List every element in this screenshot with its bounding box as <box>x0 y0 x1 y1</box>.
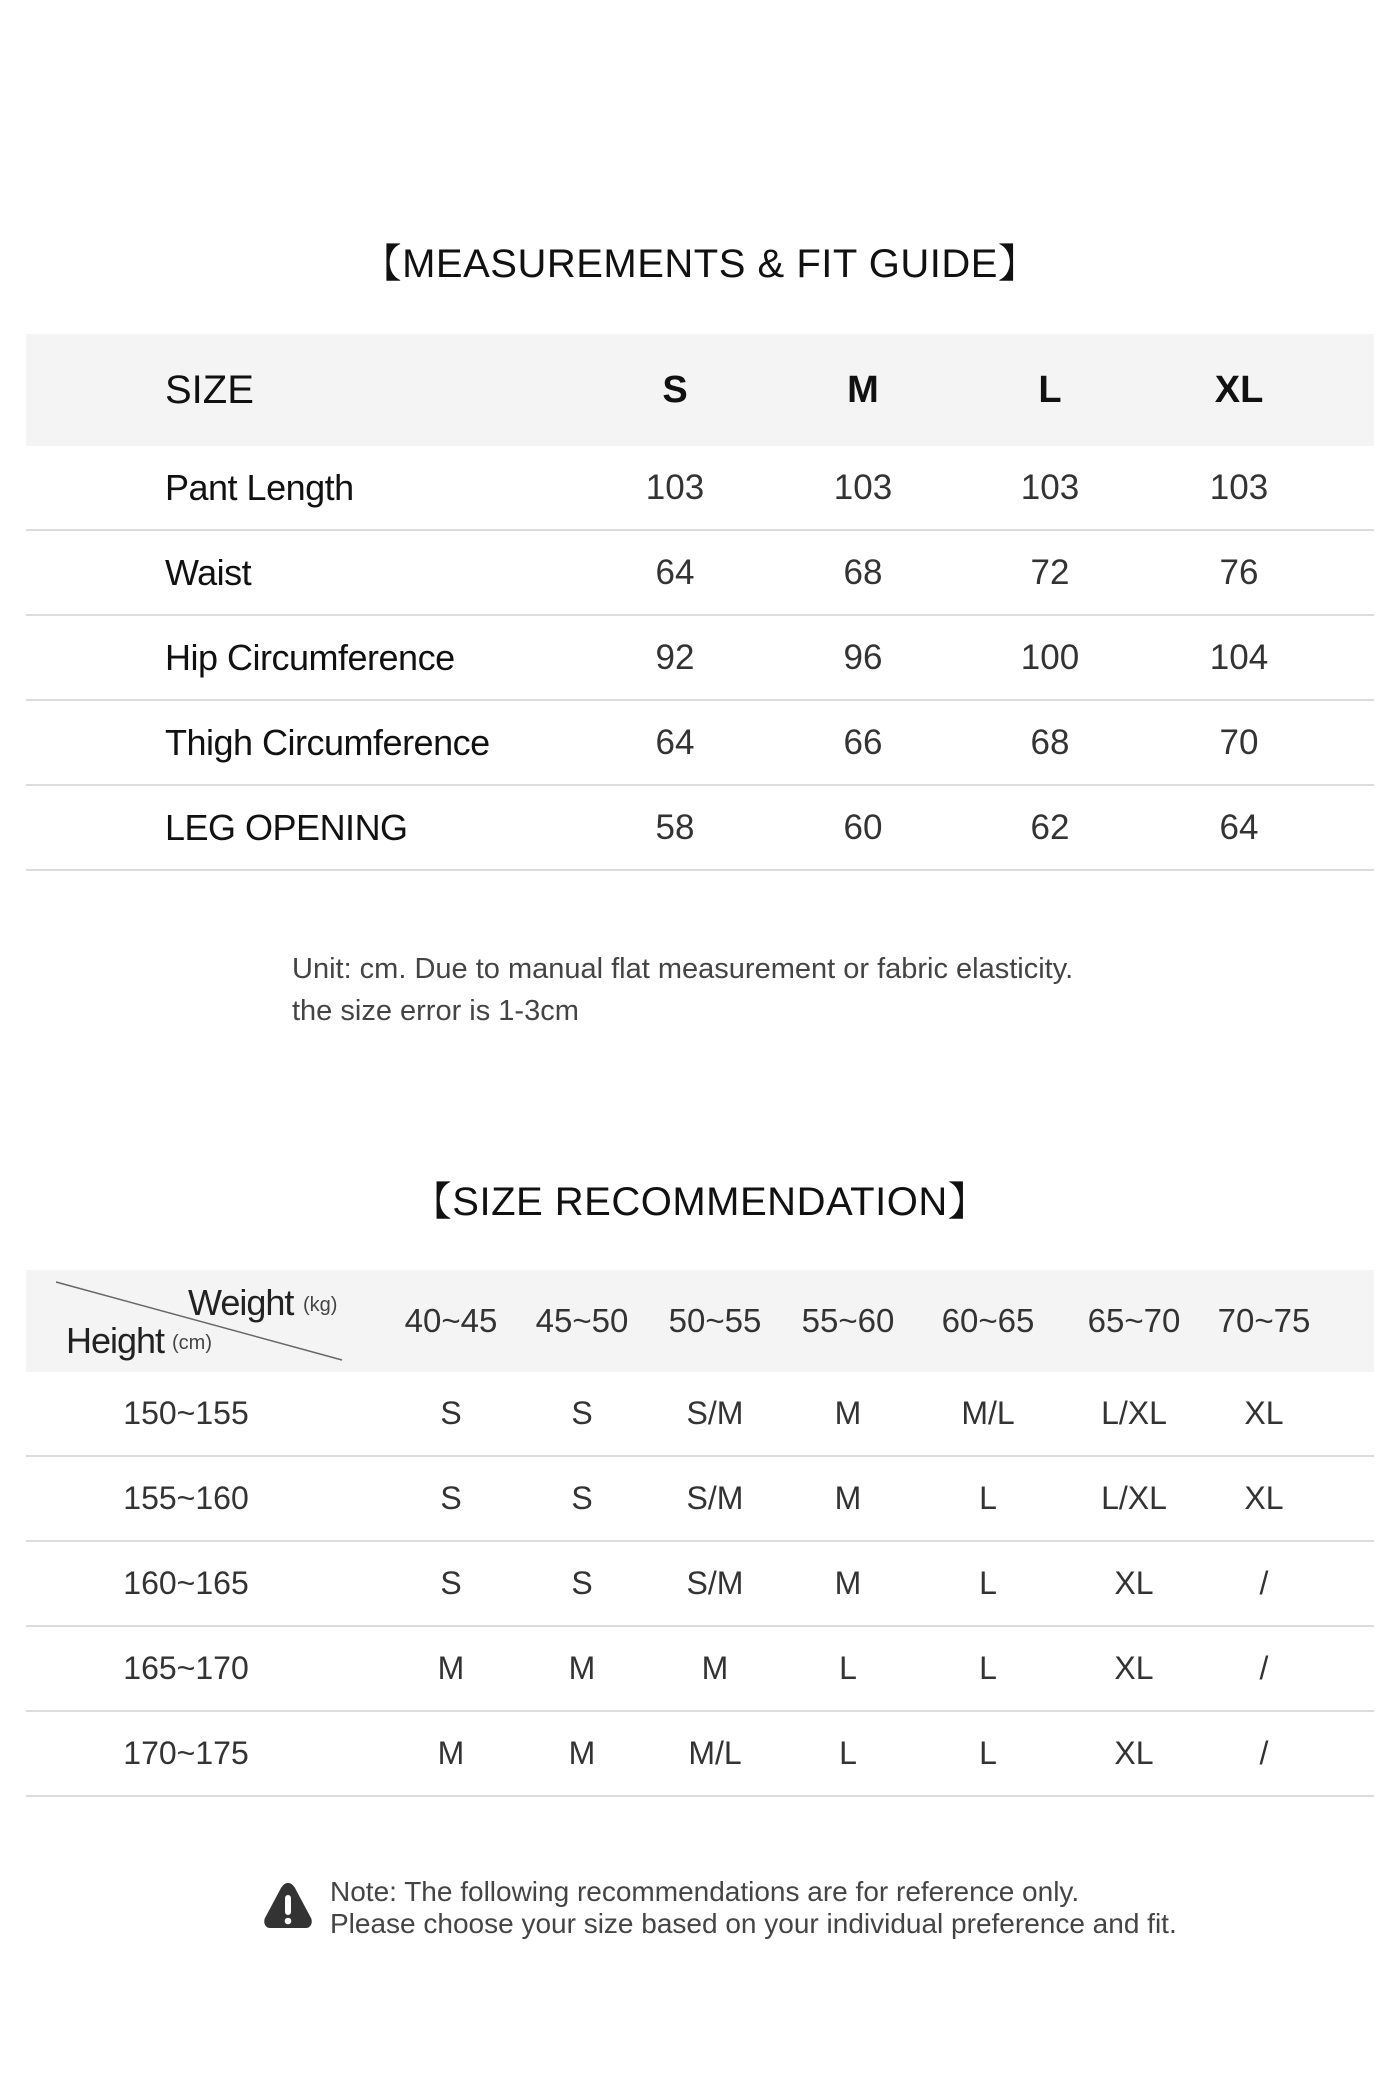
weight-header: 65~70 <box>1087 1302 1181 1339</box>
measurement-value: 92 <box>655 637 695 677</box>
measurement-value: 103 <box>645 467 705 507</box>
recommended-size: L <box>979 1480 997 1516</box>
measurement-row <box>26 616 1374 701</box>
recommended-size: L <box>979 1565 997 1601</box>
height-label: 165~170 <box>123 1650 249 1686</box>
recommended-size: M <box>834 1395 862 1431</box>
measurement-row-label: Hip Circumference <box>165 636 455 678</box>
recommendation-row <box>26 1372 1374 1457</box>
measurement-row <box>26 786 1374 871</box>
height-label: 155~160 <box>123 1480 249 1516</box>
measurement-value: 104 <box>1209 637 1269 677</box>
measurements-header-row <box>26 334 1374 446</box>
recommended-size: M <box>437 1735 465 1771</box>
measurement-value: 96 <box>843 637 883 677</box>
recommendation-note-line-2: Please choose your size based on your individual preference and fit. <box>330 1908 1177 1939</box>
measurement-row-label: LEG OPENING <box>165 806 408 848</box>
measurement-value: 76 <box>1219 552 1259 592</box>
weight-header: 60~65 <box>941 1302 1035 1339</box>
measurements-title: 【MEASUREMENTS & FIT GUIDE】 <box>361 242 1039 286</box>
measurement-value: 64 <box>655 552 695 592</box>
recommended-size: S <box>440 1395 462 1431</box>
corner-weight-unit: (kg) <box>303 1294 338 1316</box>
recommended-size: M <box>834 1565 862 1601</box>
measurement-value: 68 <box>1030 722 1070 762</box>
recommended-size: M/L <box>688 1735 742 1771</box>
recommended-size: S <box>571 1565 593 1601</box>
measurement-row-label: Thigh Circumference <box>165 721 490 763</box>
measurement-value: 64 <box>1219 807 1259 847</box>
weight-header: 50~55 <box>668 1302 762 1339</box>
corner-weight-label: Weight <box>188 1282 294 1323</box>
measurement-row <box>26 446 1374 531</box>
measurement-value: 68 <box>843 552 883 592</box>
recommended-size: L <box>979 1650 997 1686</box>
recommended-size: / <box>1259 1650 1269 1686</box>
measurement-value: 64 <box>655 722 695 762</box>
recommended-size: M <box>701 1650 729 1686</box>
recommendation-note <box>330 1876 1177 1940</box>
measurements-table <box>26 334 1374 871</box>
size-header-s: S <box>662 368 688 411</box>
recommended-size: S <box>571 1395 593 1431</box>
recommended-size: S <box>571 1480 593 1516</box>
recommendation-title: 【SIZE RECOMMENDATION】 <box>411 1180 989 1224</box>
corner-height-unit: (cm) <box>172 1332 212 1354</box>
recommended-size: M <box>568 1735 596 1771</box>
measurement-note-line-1: Unit: cm. Due to manual flat measurement or fabric elasticity. <box>292 953 1074 985</box>
height-label: 170~175 <box>123 1735 249 1771</box>
recommendation-row <box>26 1542 1374 1627</box>
recommendation-row <box>26 1712 1374 1797</box>
recommended-size: / <box>1259 1565 1269 1601</box>
recommendation-note-line-1: Note: The following recommendations are for reference only. <box>330 1876 1080 1907</box>
size-header-label: SIZE <box>165 367 254 412</box>
measurement-value: 58 <box>655 807 695 847</box>
warning-icon <box>262 1880 314 1932</box>
measurement-row <box>26 531 1374 616</box>
recommended-size: S <box>440 1565 462 1601</box>
measurement-value: 100 <box>1020 637 1080 677</box>
weight-header: 55~60 <box>801 1302 895 1339</box>
measurement-row-label: Pant Length <box>165 466 354 508</box>
recommended-size: L/XL <box>1101 1395 1167 1431</box>
recommended-size: L <box>839 1735 857 1771</box>
recommendation-row <box>26 1627 1374 1712</box>
recommendation-table <box>26 1270 1374 1797</box>
recommended-size: S <box>440 1480 462 1516</box>
recommended-size: XL <box>1244 1480 1284 1516</box>
recommended-size: M <box>834 1480 862 1516</box>
size-header-l: L <box>1038 368 1062 411</box>
recommended-size: L <box>839 1650 857 1686</box>
measurement-value: 70 <box>1219 722 1259 762</box>
recommendation-row <box>26 1457 1374 1542</box>
measurement-value: 60 <box>843 807 883 847</box>
measurement-value: 72 <box>1030 552 1070 592</box>
recommended-size: XL <box>1114 1735 1154 1771</box>
measurement-value: 103 <box>833 467 893 507</box>
measurement-value: 66 <box>843 722 883 762</box>
measurement-row-label: Waist <box>165 551 252 593</box>
weight-header: 45~50 <box>535 1302 629 1339</box>
height-label: 160~165 <box>123 1565 249 1601</box>
size-header-xl: XL <box>1214 368 1264 411</box>
recommended-size: L <box>979 1735 997 1771</box>
measurement-row <box>26 701 1374 786</box>
recommended-size: M <box>568 1650 596 1686</box>
corner-height-label: Height <box>66 1320 165 1361</box>
recommended-size: XL <box>1114 1650 1154 1686</box>
weight-header: 40~45 <box>404 1302 498 1339</box>
measurement-note <box>292 948 1073 1032</box>
recommended-size: XL <box>1114 1565 1154 1601</box>
recommended-size: M <box>437 1650 465 1686</box>
recommended-size: S/M <box>686 1395 744 1431</box>
recommended-size: L/XL <box>1101 1480 1167 1516</box>
weight-header: 70~75 <box>1217 1302 1311 1339</box>
measurement-value: 62 <box>1030 807 1070 847</box>
recommended-size: S/M <box>686 1480 744 1516</box>
measurement-note-line-2: the size error is 1-3cm <box>292 995 579 1027</box>
measurement-value: 103 <box>1020 467 1080 507</box>
height-label: 150~155 <box>123 1395 249 1431</box>
recommended-size: S/M <box>686 1565 744 1601</box>
size-header-m: M <box>847 368 879 411</box>
recommended-size: / <box>1259 1735 1269 1771</box>
measurement-value: 103 <box>1209 467 1269 507</box>
recommended-size: XL <box>1244 1395 1284 1431</box>
recommendation-header-row <box>26 1270 1374 1372</box>
recommended-size: M/L <box>961 1395 1015 1431</box>
